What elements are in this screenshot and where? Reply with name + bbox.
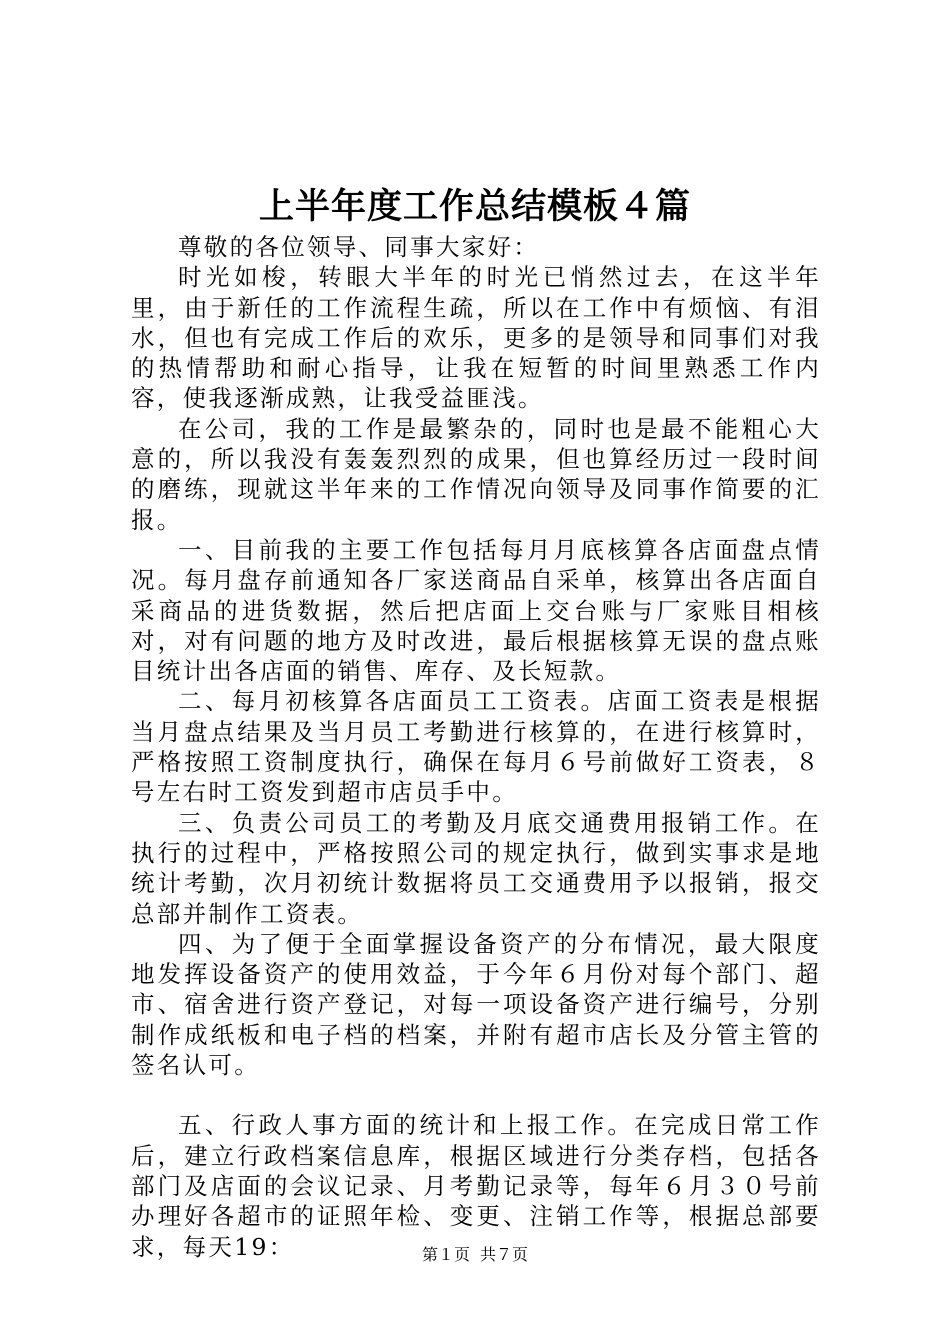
body-paragraph: 三、负责公司员工的考勤及月底交通费用报销工作。在执行的过程中，严格按照公司的规定执行，做到实事求是地统计考勤，次月初统计数据将员工交通费用予以报销，报交总部并制作工资表。 bbox=[131, 808, 821, 928]
page-footer bbox=[0, 1243, 950, 1267]
body-paragraph: 时光如梭，转眼大半年的时光已悄然过去，在这半年里，由于新任的工作流程生疏，所以在工作中有烦恼、有泪水，但也有完成工作后的欢乐，更多的是领导和同事们对我的热情帮助和耐心指导，让我在短暂的时间里熟悉工作内容，使我逐渐成熟，让我受益匪浅。 bbox=[131, 263, 821, 413]
page-number: 第１页 bbox=[421, 1245, 470, 1264]
body-paragraph: 五、行政人事方面的统计和上报工作。在完成日常工作后，建立行政档案信息库，根据区域进行分类存档，包括各部门及店面的会议记录、月考勤记录等，每年６月３０号前办理好各超市的证照年检、变更、注销工作等，根据总部要求，每天19： bbox=[131, 1111, 821, 1261]
body-paragraph: 一、目前我的主要工作包括每月月底核算各店面盘点情况。每月盘存前通知各厂家送商品自采单，核算出各店面自采商品的进货数据，然后把店面上交台账与厂家账目相核对，对有问题的地方及时改进，最后根据核算无误的盘点账目统计出各店面的销售、库存、及长短款。 bbox=[131, 535, 821, 686]
body-paragraph: 二、每月初核算各店面员工工资表。店面工资表是根据当月盘点结果及当月员工考勤进行核算的，在进行核算时，严格按照工资制度执行，确保在每月６号前做好工资表，８号左右时工资发到超市店员手中。 bbox=[131, 687, 821, 807]
body-paragraph: 在公司，我的工作是最繁杂的，同时也是最不能粗心大意的，所以我没有轰轰烈烈的成果，但也算经历过一段时间的磨练，现就这半年来的工作情况向领导及同事作简要的汇报。 bbox=[131, 414, 821, 534]
page-total: 共７页 bbox=[480, 1245, 529, 1264]
document-title: 上半年度工作总结模板４篇 bbox=[258, 186, 691, 227]
body-paragraph: 四、为了便于全面掌握设备资产的分布情况，最大限度地发挥设备资产的使用效益，于今年６月份对每个部门、超市、宿舍进行资产登记，对每一项设备资产进行编号，分别制作成纸板和电子档的档案，并附有超市店长及分管主管的签名认可。 bbox=[131, 929, 821, 1080]
greeting-paragraph: 尊敬的各位领导、同事大家好： bbox=[178, 233, 540, 261]
document-body bbox=[131, 232, 821, 1262]
